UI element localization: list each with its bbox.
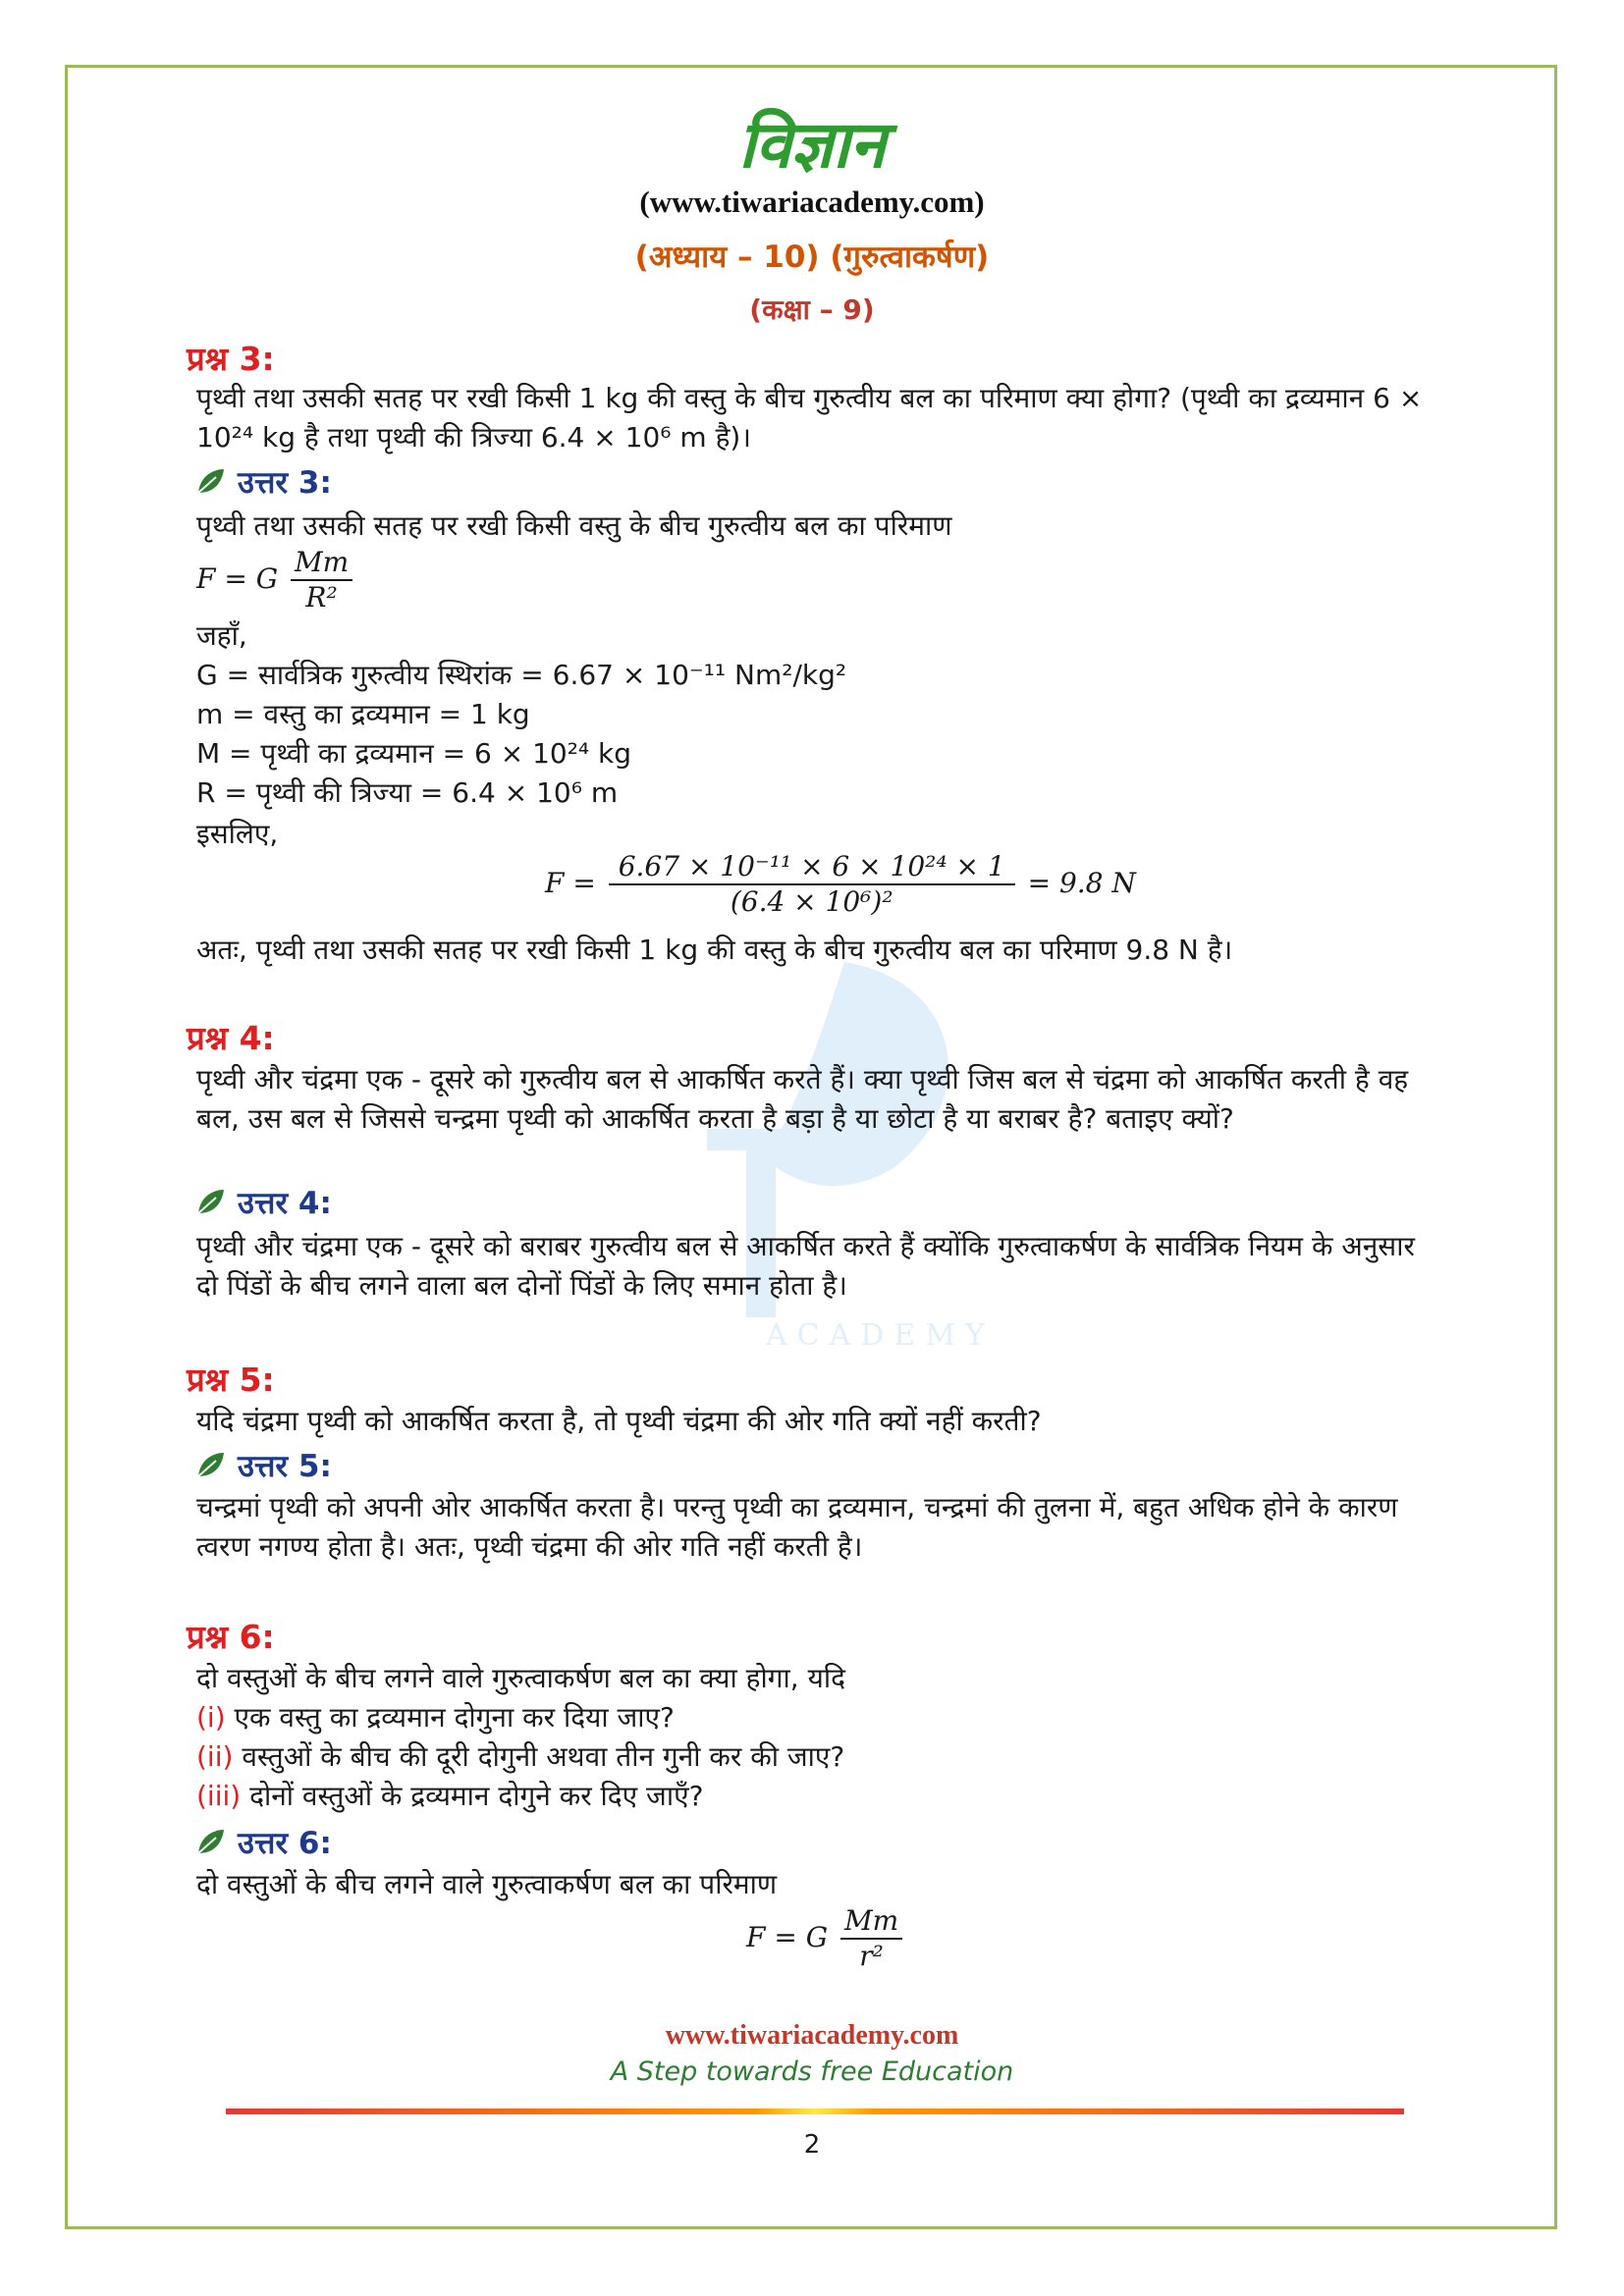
page-title: विज्ञान [738, 107, 886, 183]
footer-divider [226, 2109, 1404, 2114]
part-text: वस्तुओं के बीच की दूरी दोगुनी अथवा तीन गुनी कर की जाए? [242, 1740, 845, 1773]
class-heading: (कक्षा – 9) [749, 294, 875, 326]
question-6-text: दो वस्तुओं के बीच लगने वाले गुरुत्वाकर्षण बल का क्या होगा, यदि [196, 1662, 845, 1694]
question-4-label: प्रश्न 4: [187, 1019, 275, 1057]
footer-tagline: A Step towards free Education [610, 2056, 1014, 2087]
answer-6-label: उत्तर 6: [238, 1826, 332, 1861]
answer-5-heading [194, 1445, 332, 1486]
answer-3-heading [194, 461, 332, 503]
constant-line-earth-mass: M = पृथ्वी का द्रव्यमान = 6 × 10²⁴ kg [196, 737, 632, 770]
formula-6-lhs: F = G [746, 1921, 829, 1953]
question-4-text: पृथ्वी और चंद्रमा एक - दूसरे को गुरुत्वीय बल से आकर्षित करते हैं। क्या पृथ्वी जिस बल से चंद्रमा को आकर्षित करती है वह बल, उस बल से जिससे चन्द्रमा पृथ्वी को आकर्षित करता है बड़ा है या छोटा है या बराबर है? बताइए क्यों? [196, 1063, 1409, 1135]
watermark-text: ACADEMY [766, 1318, 995, 1353]
formula-3-fraction [291, 546, 352, 614]
answer-4-heading [194, 1182, 332, 1223]
formula-6 [746, 1904, 906, 1973]
question-6-part [196, 1777, 1434, 1816]
question-6-label: प्रश्न 6: [187, 1618, 275, 1656]
question-6-part [196, 1698, 1434, 1737]
formula-3-denominator: R² [305, 581, 338, 614]
leaf-icon [194, 1449, 228, 1482]
formula-6-numerator: Mm [840, 1904, 902, 1940]
part-text: एक वस्तु का द्रव्यमान दोगुना कर दिया जाए? [234, 1701, 675, 1734]
answer-4-text: पृथ्वी और चंद्रमा एक - दूसरे को बराबर गुरुत्वीय बल से आकर्षित करते हैं क्योंकि गुरुत्वाकर्षण के सार्वत्रिक नियम के अनुसार दो पिंडों के बीच लगने वाला बल दोनों पिंडों के लिए समान होता है। [196, 1230, 1415, 1302]
page-number: 2 [803, 2130, 821, 2160]
formula-3-lhs: F = G [196, 562, 279, 595]
leaf-icon [194, 465, 228, 499]
question-6-part [196, 1737, 1434, 1777]
part-text: दोनों वस्तुओं के द्रव्यमान दोगुने कर दिए जाएँ? [249, 1780, 704, 1812]
answer-4-label: उत्तर 4: [238, 1186, 332, 1221]
calc-numerator: 6.67 × 10⁻¹¹ × 6 × 10²⁴ × 1 [609, 850, 1015, 885]
answer-3-label: उत्तर 3: [238, 465, 332, 501]
constant-line-radius: R = पृथ्वी की त्रिज्या = 6.4 × 10⁶ m [196, 776, 619, 809]
calculation-3 [545, 850, 1136, 919]
answer-6-heading [194, 1822, 332, 1863]
calc-lhs: F = [545, 867, 596, 899]
footer-website[interactable]: www.tiwariacademy.com [665, 2020, 959, 2051]
question-5-text: यदि चंद्रमा पृथ्वी को आकर्षित करता है, तो पृथ्वी चंद्रमा की ओर गति क्यों नहीं करती? [196, 1405, 1042, 1437]
answer-5-label: उत्तर 5: [238, 1449, 332, 1484]
leaf-icon [194, 1186, 228, 1219]
constant-line-m: m = वस्तु का द्रव्यमान = 1 kg [196, 698, 530, 730]
therefore-label: इसलिए, [196, 818, 279, 850]
formula-6-denominator: r² [859, 1940, 884, 1972]
part-number: (ii) [196, 1740, 234, 1773]
question-3-text: पृथ्वी तथा उसकी सतह पर रखी किसी 1 kg की वस्तु के बीच गुरुत्वीय बल का परिमाण क्या होगा? (पृथ्वी का द्रव्यमान 6 × 10²⁴ kg है तथा पृथ्वी की त्रिज्या 6.4 × 10⁶ m है)। [196, 382, 1423, 454]
question-5-label: प्रश्न 5: [187, 1361, 275, 1399]
answer-3-conclusion: अतः, पृथ्वी तथा उसकी सतह पर रखी किसी 1 kg की वस्तु के बीच गुरुत्वीय बल का परिमाण 9.8 N है। [196, 934, 1233, 966]
part-number: (iii) [196, 1780, 242, 1812]
formula-3 [196, 546, 356, 614]
answer-6-text: दो वस्तुओं के बीच लगने वाले गुरुत्वाकर्षण बल का परिमाण [196, 1868, 778, 1900]
leaf-icon [194, 1826, 228, 1859]
answer-3-intro: पृथ्वी तथा उसकी सतह पर रखी किसी वस्तु के बीच गुरुत्वीय बल का परिमाण [196, 509, 952, 542]
formula-6-fraction [840, 1904, 902, 1973]
header-website[interactable]: (www.tiwariacademy.com) [639, 185, 985, 219]
calc-denominator: (6.4 × 10⁶)² [730, 885, 893, 918]
question-3-label: प्रश्न 3: [187, 340, 275, 378]
formula-3-numerator: Mm [291, 546, 352, 581]
where-label: जहाँ, [196, 619, 247, 652]
part-number: (i) [196, 1701, 226, 1734]
constant-line-g: G = सार्वत्रिक गुरुत्वीय स्थिरांक = 6.67 × 10⁻¹¹ Nm²/kg² [196, 659, 847, 691]
calc-fraction [609, 850, 1015, 919]
chapter-heading: (अध्याय – 10) (गुरुत्वाकर्षण) [634, 240, 990, 275]
calc-rhs: = 9.8 N [1027, 867, 1136, 899]
answer-5-text: चन्द्रमां पृथ्वी को अपनी ओर आकर्षित करता है। परन्तु पृथ्वी का द्रव्यमान, चन्द्रमां की तुलना में, बहुत अधिक होने के कारण त्वरण नगण्य होता है। अतः, पृथ्वी चंद्रमा की ओर गति नहीं करती है। [196, 1491, 1398, 1563]
